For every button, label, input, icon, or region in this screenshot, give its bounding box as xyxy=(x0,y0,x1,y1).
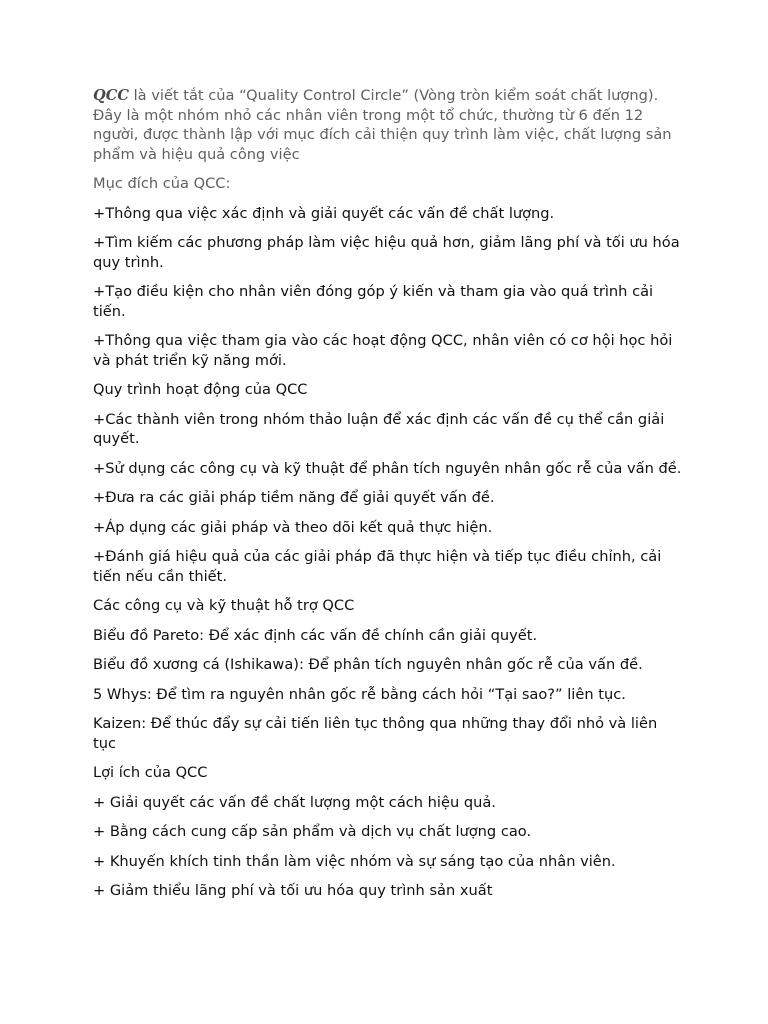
benefits-item: + Khuyến khích tinh thần làm việc nhóm và sự sáng tạo của nhân viên. xyxy=(93,852,616,870)
process-item: +Đưa ra các giải pháp tiềm năng để giải quyết vấn đề. xyxy=(93,489,495,506)
tools-heading: Các công cụ và kỹ thuật hỗ trợ QCC xyxy=(93,597,355,614)
purpose-heading: Mục đích của QCC: xyxy=(93,175,231,192)
purpose-item: +Tạo điều kiện cho nhân viên đóng góp ý kiến và tham gia vào quá trình cải tiến. xyxy=(93,283,654,320)
qcc-abbreviation: QCC xyxy=(93,87,129,104)
purpose-item: +Tìm kiếm các phương pháp làm việc hiệu quả hơn, giảm lãng phí và tối ưu hóa quy trình. xyxy=(93,234,680,271)
tools-item: 5 Whys: Để tìm ra nguyên nhân gốc rễ bằng cách hỏi “Tại sao?” liên tục. xyxy=(93,685,626,703)
process-item: +Đánh giá hiệu quả của các giải pháp đã thực hiện và tiếp tục điều chỉnh, cải tiến nếu cần thiết. xyxy=(93,548,662,585)
intro-text: là viết tắt của “Quality Control Circle” (Vòng tròn kiểm soát chất lượng). Đây là một nhóm nhỏ các nhân viên trong một tổ chức, thường từ 6 đến 12 người, được thành lập với mục đích cải thiện quy trình làm việc, chất lượng sản phẩm và hiệu quả công việc xyxy=(93,87,672,163)
tools-item: Kaizen: Để thúc đẩy sự cải tiến liên tục thông qua những thay đổi nhỏ và liên tục xyxy=(93,715,658,752)
purpose-item: +Thông qua việc xác định và giải quyết các vấn đề chất lượng. xyxy=(93,204,555,222)
process-heading: Quy trình hoạt động của QCC xyxy=(93,381,308,398)
tools-item: Biểu đồ xương cá (Ishikawa): Để phân tích nguyên nhân gốc rễ của vấn đề. xyxy=(93,656,643,673)
benefits-heading: Lợi ích của QCC xyxy=(93,764,208,781)
document-body xyxy=(93,86,683,911)
purpose-item: +Thông qua việc tham gia vào các hoạt động QCC, nhân viên có cơ hội học hỏi và phát triển kỹ năng mới. xyxy=(93,332,673,369)
tools-item: Biểu đồ Pareto: Để xác định các vấn đề chính cần giải quyết. xyxy=(93,626,538,644)
benefits-item: + Giải quyết các vấn đề chất lượng một cách hiệu quả. xyxy=(93,793,496,811)
benefits-item: + Bằng cách cung cấp sản phẩm và dịch vụ chất lượng cao. xyxy=(93,823,532,840)
process-item: +Áp dụng các giải pháp và theo dõi kết quả thực hiện. xyxy=(93,518,493,536)
intro-paragraph xyxy=(93,86,683,164)
benefits-item: + Giảm thiểu lãng phí và tối ưu hóa quy trình sản xuất xyxy=(93,882,493,899)
process-item: +Các thành viên trong nhóm thảo luận để xác định các vấn đề cụ thể cần giải quyết. xyxy=(93,410,665,447)
process-item: +Sử dụng các công cụ và kỹ thuật để phân tích nguyên nhân gốc rễ của vấn đề. xyxy=(93,459,682,477)
